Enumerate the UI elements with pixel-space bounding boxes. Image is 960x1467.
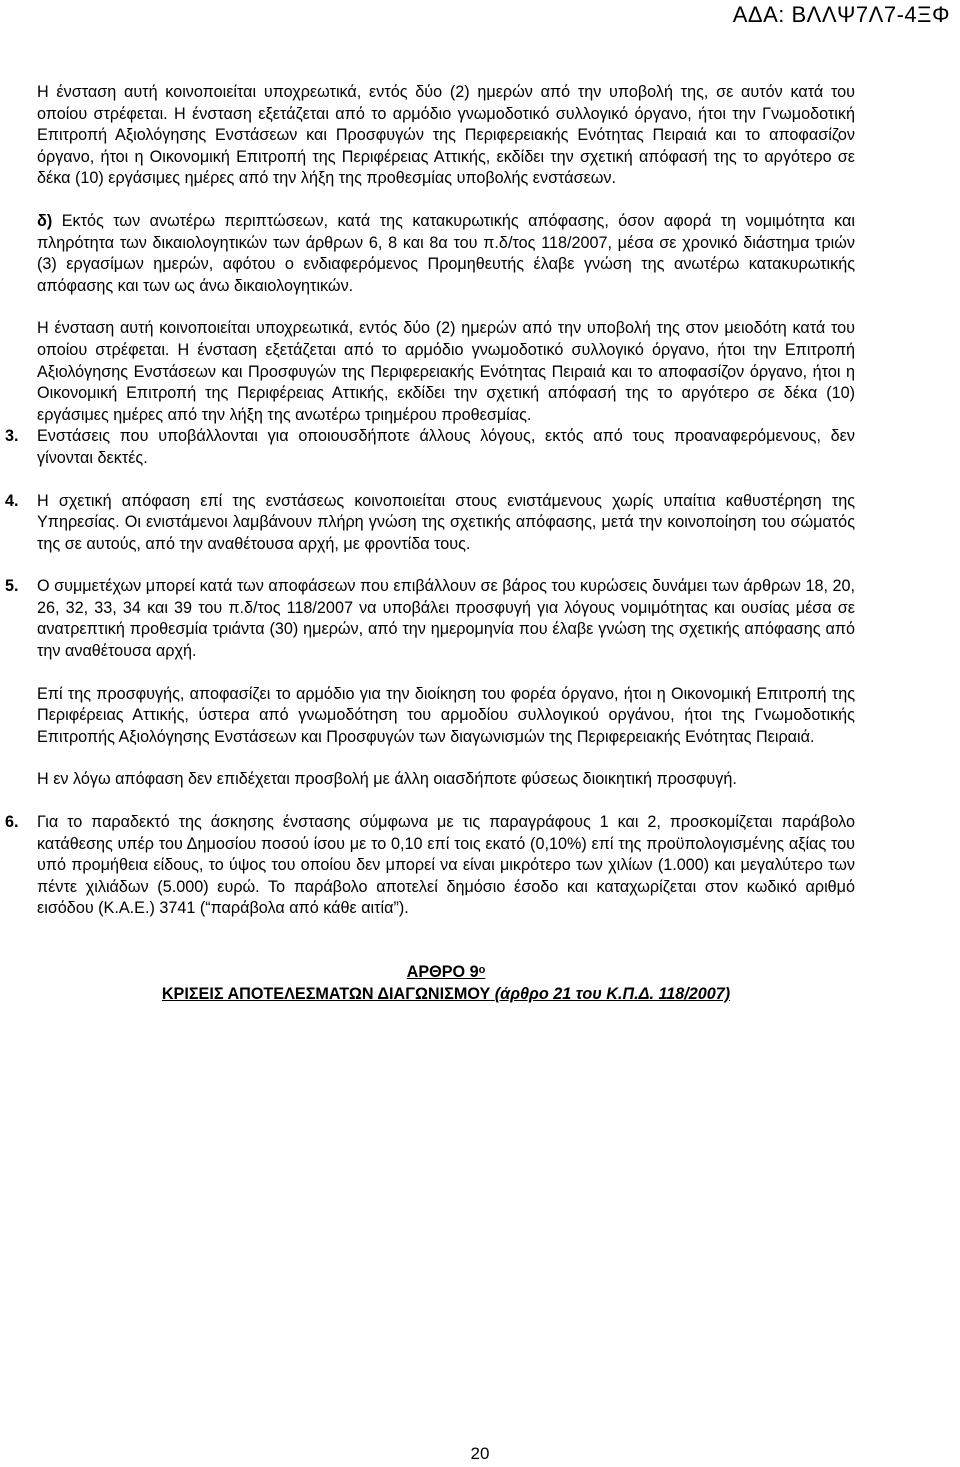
article-heading: ΑΡΘΡΟ $9^o$ [406, 963, 486, 981]
list-item-3 [5, 426, 855, 469]
paragraph-objection-notice: Η ένσταση αυτή κοινοποιείται υποχρεωτικά, εντός δύο (2) ημερών από την υποβολή της, σε αυτόν κατά του οποίου στρέφεται. Η ένσταση εξετάζεται από το αρμόδιο γνωμοδοτικό συλλογικό όργανο, ήτοι την Γνωμοδοτική Επιτροπή Αξιολόγησης Ενστάσεων και Προσφυγών της Περιφερειακής Ενότητας Πειραιά και το αποφασίζον όργανο, ήτοι η Οικονομική Επιτροπή της Περιφέρειας Αττικής, εκδίδει την σχετική απόφασή της το αργότερο σε δέκα (10) εργάσιμες ημέρες από την λήξη της προθεσμίας υποβολής ενστάσεων. [37, 83, 855, 188]
case-d-text: Εκτός των ανωτέρω περιπτώσεων, κατά της κατακυρωτικής απόφασης, όσον αφορά τη νομιμότητα και πληρότητα των δικαιολογητικών των άρθρων 6, 8 και 8α του π.δ/τος 118/2007, μέσα σε χρονικό διάστημα τριών (3) εργασίμων ημερών, αφότου ο ενδιαφερόμενος Προμηθευτής έλαβε γνώση της ανωτέρω κατακυρωτικής απόφασης και των ως άνω δικαιολογητικών. [37, 211, 856, 295]
item-text: Ενστάσεις που υποβάλλονται για οποιουσδήποτε άλλους λόγους, εκτός από τους προαναφερόμενους, δεν γίνονται δεκτές. [37, 427, 855, 467]
document-body [5, 82, 856, 1005]
ada-code: ΑΔΑ: ΒΛΛΨ7Λ7-4ΞΦ [732, 2, 950, 27]
article-subtitle-text: ΚΡΙΣΕΙΣ ΑΠΟΤΕΛΕΣΜΑΤΩΝ ΔΙΑΓΩΝΙΣΜΟΥ [161, 984, 491, 1003]
item-text: Η σχετική απόφαση επί της ενστάσεως κοινοποιείται στους ενιστάμενους χωρίς υπαίτια καθυστέρηση της Υπηρεσίας. Οι ενιστάμενοι λαμβάνουν πλήρη γνώση της σχετικής απόφασης, μετά την κοινοποίηση του σώματός της σε αυτούς, από την αναθέτουσα αρχή, με φροντίδα τους. [37, 491, 855, 553]
item-text: Ο συμμετέχων μπορεί κατά των αποφάσεων που επιβάλλουν σε βάρος του κυρώσεις δυνάμει των άρθρων 18, 20, 26, 32, 33, 34 και 39 του π.δ/τος 118/2007 να υποβάλει προσφυγή για λόγους νομιμότητας και ουσίας μέσα σε ανατρεπτική προθεσμία τριάντα (30) ημερών, από την ημερομηνία που έλαβε γνώση της σχετικής απόφασης από την αναθέτουσα αρχή. [37, 577, 855, 661]
item-text: Για το παραδεκτό της άσκησης ένστασης σύμφωνα με τις παραγράφους 1 και 2, προσκομίζεται παράβολο κατάθεσης υπέρ του Δημοσίου ποσού ίσου με το 0,10 επί τοις εκατό (0,10%) επί της προϋπολογισμένης αξίας του υπό προμήθεια είδους, το ύψος του οποίου δεν μπορεί να είναι μικρότερο των χιλίων (1.000) και μεγαλύτερο των πέντε χιλιάδων (5.000) ευρώ. Το παράβολο αποτελεί δημόσιο έσοδο και καταχωρίζεται στον κωδικό αριθμό εισόδου (Κ.Α.Ε.) 3741 (“παράβολα από κάθε αιτία”). [37, 813, 855, 918]
item-number: 5. [5, 577, 19, 596]
paragraph-appeal-decision: Επί της προσφυγής, αποφασίζει το αρμόδιο για την διοίκηση του φορέα όργανο, ήτοι η Οικονομική Επιτροπή της Περιφέρειας Αττικής, ύστερα από γνωμοδότηση του αρμοδίου συλλογικού οργάνου, ήτοι της Γνωμοδοτικής Επιτροπής Αξιολόγησης Ενστάσεων και Προσφυγών των διαγωνισμών της Περιφερειακής Ενότητας Πειραιά. [37, 684, 855, 746]
article-subtitle-ref: (άρθρο 21 του Κ.Π.Δ. 118/2007) [494, 984, 731, 1003]
list-item-4 [5, 491, 855, 556]
item-number: 3. [5, 427, 19, 446]
paragraph-objection-notice-2: Η ένσταση αυτή κοινοποιείται υποχρεωτικά, εντός δύο (2) ημερών από την υποβολή της στον μειοδότη κατά του οποίου στρέφεται. Η ένσταση εξετάζεται από το αρμόδιο γνωμοδοτικό συλλογικό όργανο, ήτοι την Επιτροπή Αξιολόγησης Ενστάσεων και Προσφυγών της Περιφερειακής Ενότητας Πειραιά και το αποφασίζον όργανο, ήτοι η Οικονομική Επιτροπή της Περιφέρειας Αττικής, εκδίδει την σχετική απόφασή της το αργότερο σε δέκα (10) εργάσιμες ημέρες από την λήξη της ανωτέρω τριημέρου προθεσμίας. [37, 319, 855, 424]
page-number: 20 [470, 1444, 490, 1463]
paragraph-appeal-final: Η εν λόγω απόφαση δεν επιδέχεται προσβολή με άλλη οιασδήποτε φύσεως διοικητική προσφυγή. [37, 770, 737, 789]
item-number: 4. [5, 491, 19, 510]
paragraph-case-d [37, 211, 855, 297]
case-label: δ) [37, 211, 53, 230]
list-item-6 [5, 812, 855, 920]
article-subtitle [37, 984, 855, 1006]
item-number: 6. [5, 813, 19, 832]
ordinal-superscript: ο [478, 964, 486, 976]
list-item-5 [5, 576, 855, 662]
